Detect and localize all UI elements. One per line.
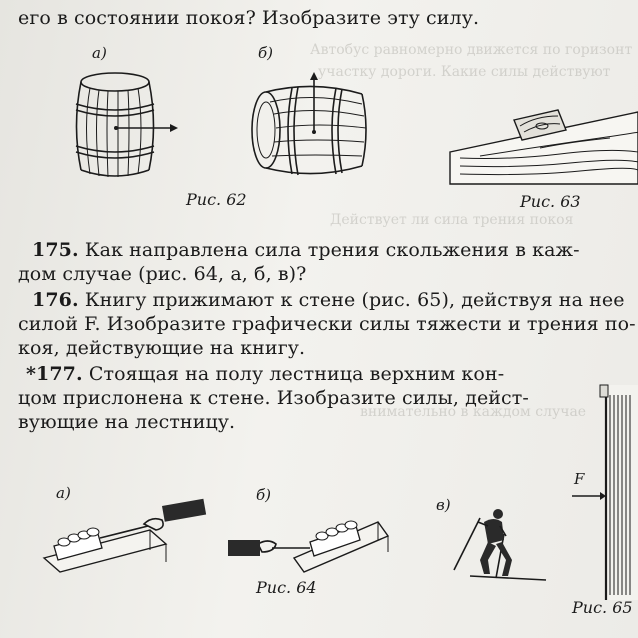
box-pulled-right-figure [40, 500, 215, 572]
problem-177-text: Стоящая на полу лестница верхним кон- [82, 363, 505, 385]
fig64-label-b: б) [256, 486, 272, 504]
fig64-label-a: а) [56, 484, 71, 502]
fig62-label-a: а) [92, 44, 107, 62]
problem-176-number: 176. [32, 289, 79, 311]
problem-175-line-1 [18, 238, 580, 262]
problem-176-line-2: силой F. Изобразите графически силы тяжести и трения по- [18, 313, 636, 335]
problem-176-text: Книгу прижимают к стене (рис. 65), действуя на нее [78, 289, 625, 311]
problem-177-line-2: цом прислонена к стене. Изобразите силы, дейст- [18, 387, 529, 409]
fig64-label-v: в) [436, 496, 451, 514]
bleed-through-text: Автобус равномерно движется по горизонт [310, 42, 633, 58]
wall-force-figure [570, 385, 638, 600]
force-F-label: F [574, 470, 585, 488]
fig62-label-b: б) [258, 44, 274, 62]
fig65-caption: Рис. 65 [572, 598, 633, 617]
fig62-caption: Рис. 62 [186, 190, 247, 209]
problem-177-line-3: вующие на лестницу. [18, 411, 236, 433]
bleed-through-text: внимательно в каждом случае [360, 404, 587, 420]
problem-176-line-3: коя, действующие на книгу. [18, 337, 306, 359]
barrel-lying-figure [244, 72, 374, 184]
intro-line: его в состоянии покоя? Изобразите эту силу. [18, 7, 480, 29]
problem-175-line-2: дом случае (рис. 64, а, б, в)? [18, 263, 307, 285]
block-on-incline-figure [450, 108, 638, 188]
fig64-caption: Рис. 64 [256, 578, 317, 597]
problem-175-text: Как направлена сила трения скольжения в каж- [78, 239, 580, 261]
problem-176-line-1 [18, 288, 625, 312]
skier-figure [440, 504, 550, 584]
bleed-through-text: участку дороги. Какие силы действуют [318, 64, 611, 80]
problem-177-number: *177. [26, 363, 83, 385]
fig63-caption: Рис. 63 [520, 192, 581, 211]
problem-175-number: 175. [32, 239, 79, 261]
problem-177-line-1 [18, 362, 504, 386]
bleed-through-text: Действует ли сила трения покоя [330, 212, 574, 228]
box-pulled-left-figure [228, 500, 393, 572]
barrel-upright-figure [70, 70, 180, 182]
